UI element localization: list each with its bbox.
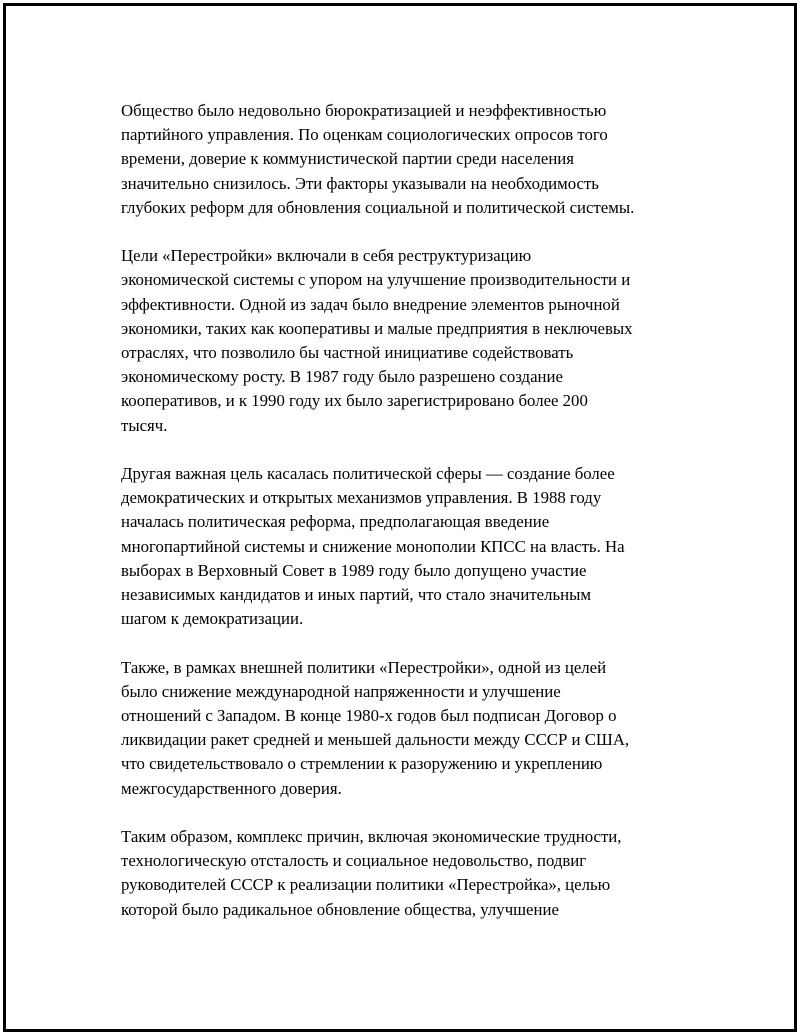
paragraph-5 <box>121 825 701 922</box>
paragraph-3 <box>121 462 701 631</box>
paragraph-2 <box>121 244 701 438</box>
paragraph-line: межгосударственного доверия. <box>121 778 342 798</box>
paragraph-line: кооперативов, и к 1990 году их было зарегистрировано более 200 <box>121 391 588 411</box>
paragraph-1 <box>121 99 701 220</box>
page-frame <box>3 3 797 1032</box>
paragraph-line: отношений с Западом. В конце 1980-х годов был подписан Договор о <box>121 706 617 726</box>
document-body <box>121 99 701 946</box>
paragraph-line: началась политическая реформа, предполагающая введение <box>121 512 550 532</box>
paragraph-line: экономической системы с упором на улучшение производительности и <box>121 270 631 290</box>
paragraph-line: было снижение международной напряженности и улучшение <box>121 681 561 701</box>
paragraph-line: демократических и открытых механизмов управления. В 1988 году <box>121 488 602 508</box>
paragraph-line: экономическому росту. В 1987 году было разрешено создание <box>121 367 563 387</box>
paragraph-line: технологическую отсталость и социальное недовольство, подвиг <box>121 851 587 871</box>
paragraph-line: партийного управления. По оценкам социологических опросов того <box>121 125 608 145</box>
paragraph-line: которой было радикальное обновление общества, улучшение <box>121 899 559 919</box>
paragraph-line: Таким образом, комплекс причин, включая экономические трудности, <box>121 827 622 847</box>
paragraph-line: Общество было недовольно бюрократизацией и неэффективностью <box>121 101 607 120</box>
paragraph-line: тысяч. <box>121 415 168 435</box>
paragraph-4 <box>121 656 701 801</box>
paragraph-line: Цели «Перестройки» включали в себя реструктуризацию <box>121 246 532 266</box>
paragraph-line: выборах в Верховный Совет в 1989 году было допущено участие <box>121 560 587 580</box>
paragraph-line: значительно снизилось. Эти факторы указывали на необходимость <box>121 173 599 193</box>
paragraph-line: времени, доверие к коммунистической партии среди населения <box>121 149 574 169</box>
paragraph-line: эффективности. Одной из задач было внедрение элементов рыночной <box>121 294 620 314</box>
paragraph-line: многопартийной системы и снижение монополии КПСС на власть. На <box>121 536 625 556</box>
paragraph-line: Другая важная цель касалась политической сферы — создание более <box>121 464 615 484</box>
paragraph-line: ликвидации ракет средней и меньшей дальности между СССР и США, <box>121 730 630 750</box>
paragraph-line: глубоких реформ для обновления социальной и политической системы. <box>121 197 635 217</box>
paragraph-line: экономики, таких как кооперативы и малые предприятия в неключевых <box>121 318 633 338</box>
paragraph-line: Также, в рамках внешней политики «Перестройки», одной из целей <box>121 657 607 677</box>
paragraph-line: руководителей СССР к реализации политики «Перестройка», целью <box>121 875 611 895</box>
paragraph-line: отраслях, что позволило бы частной инициативе содействовать <box>121 343 574 363</box>
paragraph-line: что свидетельствовало о стремлении к разоружению и укреплению <box>121 754 603 774</box>
paragraph-line: независимых кандидатов и иных партий, что стало значительным <box>121 585 591 605</box>
paragraph-line: шагом к демократизации. <box>121 609 304 629</box>
